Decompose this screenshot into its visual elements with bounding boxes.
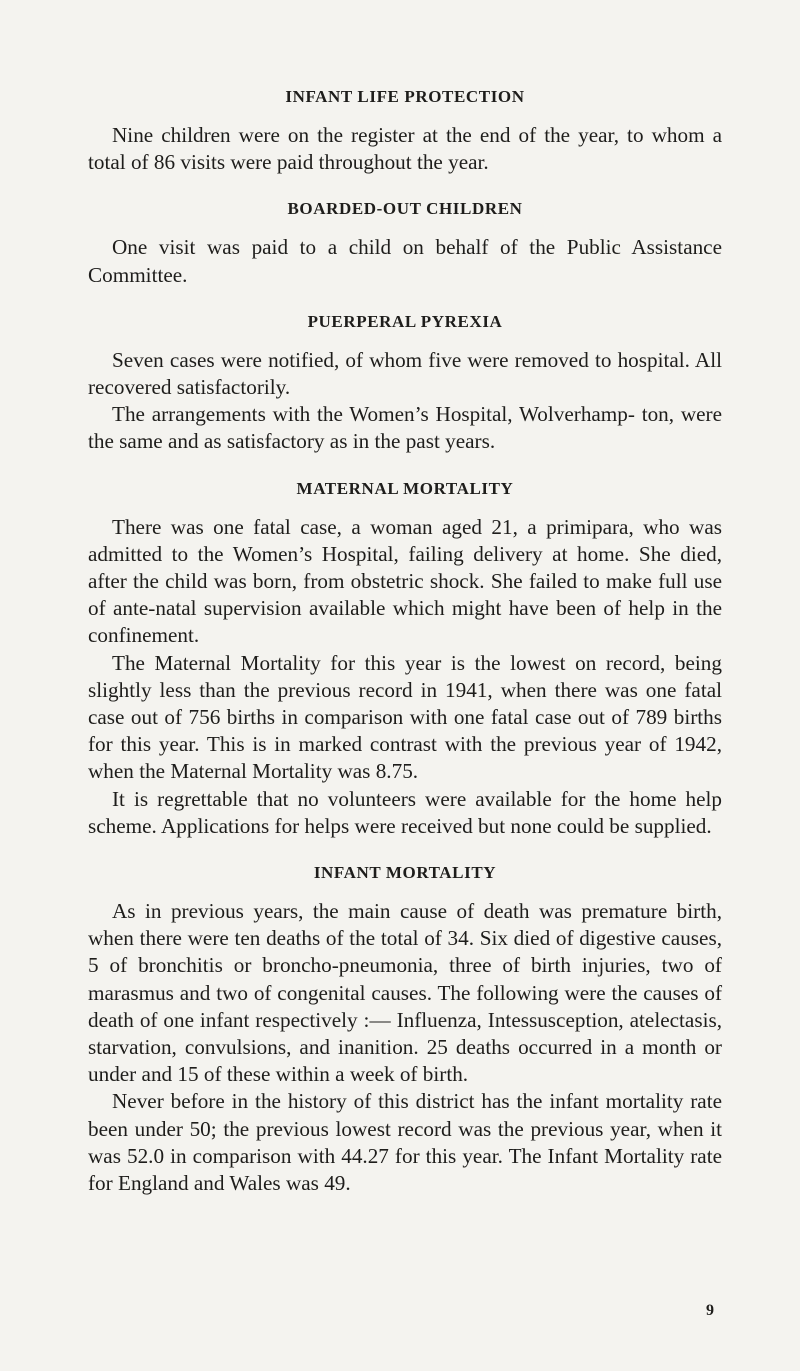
paragraph: One visit was paid to a child on behalf of the Public Assistance Committee. (88, 235, 722, 287)
section-puerperal-pyrexia (88, 311, 722, 456)
section-maternal-mortality (88, 478, 722, 840)
paragraph: There was one fatal case, a woman aged 21, a primipara, who was admitted to the Women’s Hospital, failing delivery at home. She died, after the child was born, from obstetric shock. She failed to make full use of ante-natal supervision available which might have been of help in the confinement. (88, 514, 722, 648)
section-boarded-out-children (88, 198, 722, 288)
paragraph: The arrangements with the Women’s Hospital, Wolverhamp- ton, were the same and as satisfactory as in the past years. (88, 402, 722, 454)
document-page (88, 86, 722, 1219)
section-infant-life-protection (88, 86, 722, 176)
section-heading: PUERPERAL PYREXIA (307, 311, 503, 331)
paragraph: Never before in the history of this district has the infant mortality rate been under 50; the previous lowest record was the previous year, when it was 52.0 in comparison with 44.27 for this year. The Infant Mortality rate for England and Wales was 49. (88, 1089, 722, 1196)
section-heading: INFANT MORTALITY (313, 863, 497, 883)
paragraph: As in previous years, the main cause of death was premature birth, when there were ten deaths of the total of 34. Six died of digestive causes, 5 of bronchitis or broncho-pneumonia, three of birth injuries, two of marasmus and two of congenital causes. The following were the causes of death of one infant respectively :— Influenza, Intessusception, atelectasis, starvation, convulsions, and inanition. 25 deaths occurred in a month or under and 15 of these within a week of birth. (88, 899, 722, 1087)
section-infant-mortality (88, 862, 722, 1197)
paragraph: The Maternal Mortality for this year is the lowest on record, being slightly less than the previous record in 1941, when there was one fatal case out of 756 births in comparison with one fatal case out of 789 births for this year. This is in marked contrast with the previous year of 1942, when the Maternal Mortality was 8.75. (88, 650, 722, 784)
paragraph: Nine children were on the register at the end of the year, to whom a total of 86 visits were paid throughout the year. (88, 123, 722, 175)
page-number: 9 (706, 1302, 714, 1319)
section-heading: BOARDED-OUT CHILDREN (287, 199, 523, 219)
paragraph: It is regrettable that no volunteers were available for the home help scheme. Applications for helps were received but none could be supplied. (88, 786, 722, 838)
section-heading: INFANT LIFE PROTECTION (285, 87, 525, 106)
paragraph: Seven cases were notified, of whom five were removed to hospital. All recovered satisfactorily. (88, 347, 722, 400)
section-heading: MATERNAL MORTALITY (296, 478, 514, 498)
